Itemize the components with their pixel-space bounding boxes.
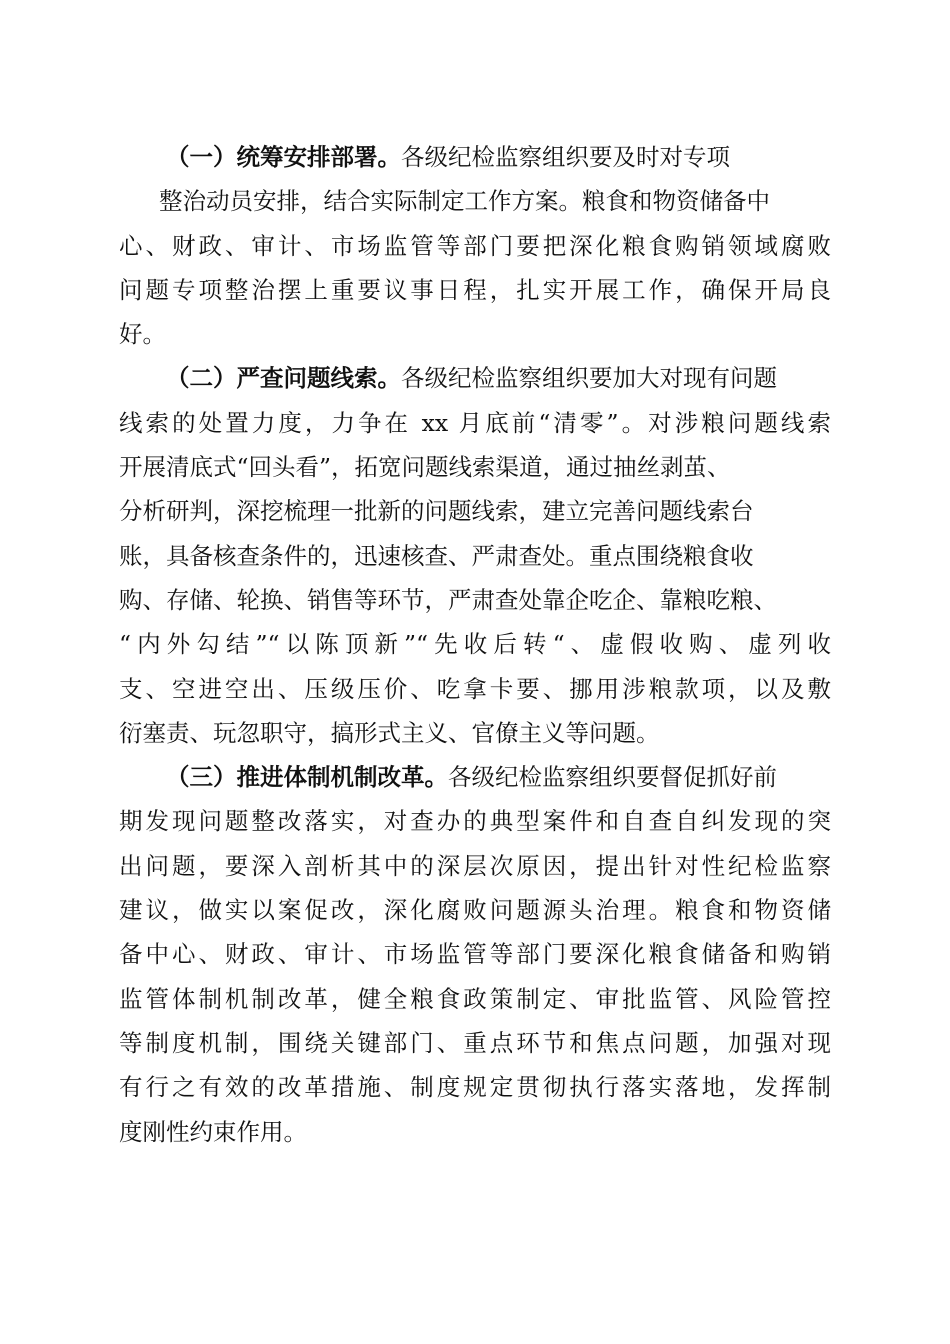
section-1-line-3: 心、财政、审计、市场监管等部门要把深化粮食购销领域腐败	[119, 231, 831, 260]
section-2-line-3: 开展清底式“回头看”，拓宽问题线索渠道，通过抽丝剥茧、	[119, 453, 731, 482]
section-2-line-9: 衍塞责、玩忽职守，搞形式主义、官僚主义等问题。	[119, 718, 660, 747]
section-2-line-7: “内外勾结”“以陈顶新”“先收后转“、虚假收购、虚列收	[119, 630, 831, 659]
section-3-line-4: 建议，做实以案促改，深化腐败问题源头治理。粮食和物资储	[119, 896, 831, 925]
section-2-line-6: 购、存储、轮换、销售等环节，严肃查处靠企吃企、靠粮吃粮、	[119, 585, 777, 614]
section-3-heading: （三）推进体制机制改革。	[166, 763, 448, 792]
section-2-line-2: 线索的处置力度，力争在 xx 月底前“清零”。对涉粮问题线索	[119, 408, 831, 437]
section-1-heading: （一）统筹安排部署。	[166, 143, 401, 171]
section-1	[119, 135, 831, 356]
section-3-line-6: 监管体制机制改革，健全粮食政策制定、审批监管、风险管控	[119, 984, 831, 1013]
section-1-line-2: 整治动员安排，结合实际制定工作方案。粮食和物资储备中	[159, 187, 770, 216]
section-1-line-5: 好。	[119, 320, 166, 349]
section-2-line-4: 分析研判，深挖梳理一批新的问题线索，建立完善问题线索台	[119, 497, 754, 526]
section-2	[119, 356, 831, 755]
section-1-line-1: （一）统筹安排部署。各级纪检监察组织要及时对专项	[166, 143, 730, 171]
section-3-line-1: （三）推进体制机制改革。各级纪检监察组织要督促抓好前	[166, 763, 777, 792]
section-3	[119, 755, 831, 1154]
document-body	[119, 135, 831, 1154]
section-3-line-8: 有行之有效的改革措施、制度规定贯彻执行落实落地，发挥制	[119, 1073, 831, 1102]
section-2-line-8: 支、空进空出、压级压价、吃拿卡要、挪用涉粮款项，以及敷	[119, 674, 831, 703]
section-2-line-5: 账，具备核查条件的，迅速核查、严肃查处。重点围绕粮食收	[119, 541, 754, 570]
section-2-heading: （二）严查问题线索。	[166, 364, 401, 393]
section-3-line-9: 度刚性约束作用。	[119, 1117, 307, 1146]
section-3-line-7: 等制度机制，围绕关键部门、重点环节和焦点问题，加强对现	[119, 1028, 831, 1057]
section-2-line-1: （二）严查问题线索。各级纪检监察组织要加大对现有问题	[166, 364, 777, 393]
section-3-line-2: 期发现问题整改落实，对查办的典型案件和自查自纠发现的突	[119, 807, 831, 836]
section-1-line-4: 问题专项整治摆上重要议事日程，扎实开展工作，确保开局良	[119, 275, 831, 304]
section-3-line-5: 备中心、财政、审计、市场监管等部门要深化粮食储备和购销	[119, 940, 831, 969]
section-3-line-3: 出问题，要深入剖析其中的深层次原因，提出针对性纪检监察	[119, 851, 831, 880]
